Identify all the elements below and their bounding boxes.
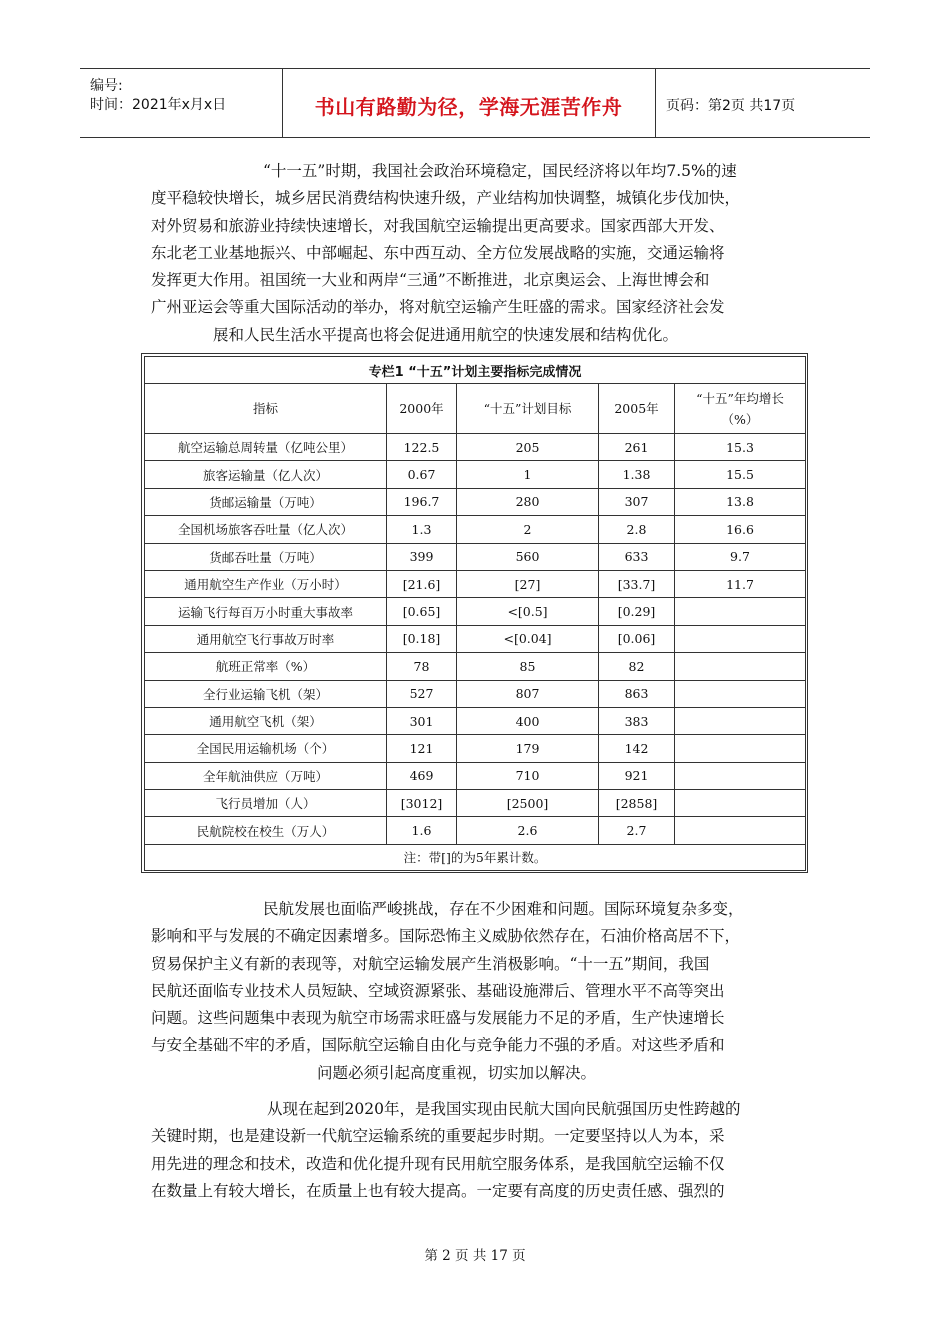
text-line: 贸易保护主义有新的表现等，对航空运输发展产生消极影响。“十一五”期间，我国 (151, 954, 710, 973)
value-growth: 11.7 (675, 570, 806, 597)
indicator-name: 民航院校在校生（万人） (145, 817, 387, 844)
value-2000: 121 (387, 735, 457, 762)
value-target: 710 (457, 762, 599, 789)
table-row (145, 762, 806, 789)
indicator-name: 航空运输总周转量（亿吨公里） (145, 434, 387, 461)
header-growth-unit: （%） (721, 411, 759, 427)
value-2005: 633 (599, 543, 675, 570)
header-2000: 2000年 (387, 384, 457, 434)
indicator-name: 货邮运输量（万吨） (145, 488, 387, 515)
table-row (145, 680, 806, 707)
value-2005: [0.29] (599, 598, 675, 625)
value-2000: 0.67 (387, 461, 457, 488)
table-row (145, 434, 806, 461)
text-line: 在数量上有较大增长，在质量上也有较大提高。一定要有高度的历史责任感、强烈的 (151, 1181, 725, 1200)
value-growth (675, 762, 806, 789)
value-2005: 383 (599, 707, 675, 734)
indicator-name: 通用航空飞机（架） (145, 707, 387, 734)
table-row (145, 488, 806, 515)
value-target: [2500] (457, 790, 599, 817)
header-target: “十五”计划目标 (457, 384, 599, 434)
indicator-table (144, 356, 806, 871)
value-2005: [2858] (599, 790, 675, 817)
table-row (145, 653, 806, 680)
value-target: 560 (457, 543, 599, 570)
value-target: [27] (457, 570, 599, 597)
value-2000: 301 (387, 707, 457, 734)
value-growth: 15.5 (675, 461, 806, 488)
value-2005: 82 (599, 653, 675, 680)
value-2005: 921 (599, 762, 675, 789)
indicator-name: 飞行员增加（人） (145, 790, 387, 817)
page-header (80, 68, 870, 138)
text-line: 发挥更大作用。祖国统一大业和两岸“三通”不断推进，北京奥运会、上海世博会和 (151, 271, 710, 290)
value-2000: [0.65] (387, 598, 457, 625)
value-target: <[0.04] (457, 625, 599, 652)
table-row (145, 598, 806, 625)
value-growth: 16.6 (675, 516, 806, 543)
value-target: <[0.5] (457, 598, 599, 625)
value-growth (675, 817, 806, 844)
indicator-name: 货邮吞吐量（万吨） (145, 543, 387, 570)
value-growth (675, 625, 806, 652)
text-line: 与安全基础不牢的矛盾，国际航空运输自由化与竞争能力不强的矛盾。对这些矛盾和 (151, 1036, 725, 1055)
indicator-name: 全行业运输飞机（架） (145, 680, 387, 707)
table-caption-row (145, 357, 806, 384)
value-target: 205 (457, 434, 599, 461)
value-2005: [0.06] (599, 625, 675, 652)
value-2005: 863 (599, 680, 675, 707)
value-growth: 13.8 (675, 488, 806, 515)
indicator-name: 全国机场旅客吞吐量（亿人次） (145, 516, 387, 543)
page-footer: 第 2 页 共 17 页 (424, 1248, 526, 1264)
table-row (145, 516, 806, 543)
header-2005: 2005年 (599, 384, 675, 434)
paragraph-2 (151, 896, 811, 1087)
table-note: 注：带[]的为5年累计数。 (145, 844, 806, 870)
value-target: 2.6 (457, 817, 599, 844)
value-2000: 196.7 (387, 488, 457, 515)
table-row (145, 817, 806, 844)
text-line: 民航还面临专业技术人员短缺、空域资源紧张、基础设施滞后、管理水平不高等突出 (151, 981, 725, 1000)
page-label: 页码：第2页 共17页 (666, 98, 796, 114)
indicator-name: 通用航空生产作业（万小时） (145, 570, 387, 597)
value-2000: 1.6 (387, 817, 457, 844)
value-growth: 15.3 (675, 434, 806, 461)
text-line: 广州亚运会等重大国际活动的举办，将对航空运输产生旺盛的需求。国家经济社会发 (151, 298, 725, 317)
header-indicator: 指标 (145, 384, 387, 434)
text-line: 关键时期，也是建设新一代航空运输系统的重要起步时期。一定要坚持以人为本，采 (151, 1127, 725, 1146)
value-target: 400 (457, 707, 599, 734)
text-line: 用先进的理念和技术，改造和优化提升现有民用航空服务体系，是我国航空运输不仅 (151, 1154, 725, 1173)
header-motto-cell (282, 69, 656, 137)
text-line: 问题。这些问题集中表现为航空市场需求旺盛与发展能力不足的矛盾，生产快速增长 (151, 1009, 725, 1028)
value-2000: [21.6] (387, 570, 457, 597)
table-row (145, 461, 806, 488)
value-2005: 2.7 (599, 817, 675, 844)
indicator-name: 全国民用运输机场（个） (145, 735, 387, 762)
value-2005: 307 (599, 488, 675, 515)
paragraph-1 (151, 158, 811, 349)
date-label: 时间：2021年x月x日 (90, 97, 227, 113)
text-line: 影响和平与发展的不确定因素增多。国际恐怖主义威胁依然存在，石油价格高居不下， (151, 927, 741, 946)
value-2000: 469 (387, 762, 457, 789)
number-label: 编号: (90, 78, 123, 94)
indicator-name: 全年航油供应（万吨） (145, 762, 387, 789)
value-2000: [3012] (387, 790, 457, 817)
value-target: 179 (457, 735, 599, 762)
value-growth (675, 707, 806, 734)
table-caption: 专栏1 “十五”计划主要指标完成情况 (145, 357, 806, 384)
value-target: 807 (457, 680, 599, 707)
text-line: 问题必须引起高度重视，切实加以解决。 (317, 1063, 597, 1082)
indicator-name: 通用航空飞行事故万时率 (145, 625, 387, 652)
value-2005: 142 (599, 735, 675, 762)
value-target: 1 (457, 461, 599, 488)
table-row (145, 707, 806, 734)
value-growth (675, 653, 806, 680)
value-2000: 1.3 (387, 516, 457, 543)
table-row (145, 790, 806, 817)
header-meta (80, 69, 283, 137)
value-growth (675, 680, 806, 707)
text-line: 对外贸易和旅游业持续快速增长，对我国航空运输提出更高要求。国家西部大开发、 (151, 216, 725, 235)
table-note-row (145, 844, 806, 870)
indicator-name: 运输飞行每百万小时重大事故率 (145, 598, 387, 625)
table-row (145, 735, 806, 762)
value-2005: [33.7] (599, 570, 675, 597)
value-growth (675, 735, 806, 762)
table-row (145, 625, 806, 652)
value-target: 280 (457, 488, 599, 515)
value-2000: [0.18] (387, 625, 457, 652)
header-growth-title: “十五”年均增长 (696, 390, 784, 406)
text-line: “十一五”时期，我国社会政治环境稳定，国民经济将以年均7.5%的速 (263, 162, 737, 180)
table-row (145, 570, 806, 597)
value-growth (675, 598, 806, 625)
header-page-cell (655, 69, 870, 137)
value-target: 2 (457, 516, 599, 543)
header-growth (675, 384, 806, 434)
paragraph-3 (151, 1096, 811, 1205)
value-2000: 399 (387, 543, 457, 570)
indicator-name: 旅客运输量（亿人次） (145, 461, 387, 488)
value-2000: 78 (387, 653, 457, 680)
value-growth (675, 790, 806, 817)
value-2005: 261 (599, 434, 675, 461)
value-target: 85 (457, 653, 599, 680)
text-line: 展和人民生活水平提高也将会促进通用航空的快速发展和结构优化。 (213, 325, 679, 344)
value-2005: 2.8 (599, 516, 675, 543)
value-2000: 527 (387, 680, 457, 707)
indicator-name: 航班正常率（%） (145, 653, 387, 680)
text-line: 民航发展也面临严峻挑战，存在不少困难和问题。国际环境复杂多变， (263, 900, 744, 918)
table-row (145, 543, 806, 570)
motto: 书山有路勤为径，学海无涯苦作舟 (314, 95, 623, 119)
value-2005: 1.38 (599, 461, 675, 488)
value-2000: 122.5 (387, 434, 457, 461)
text-line: 东北老工业基地振兴、中部崛起、东中西互动、全方位发展战略的实施，交通运输将 (151, 243, 725, 262)
table-header-row (145, 384, 806, 434)
text-line: 从现在起到2020年，是我国实现由民航大国向民航强国历史性跨越的 (267, 1100, 741, 1118)
text-line: 度平稳较快增长，城乡居民消费结构快速升级，产业结构加快调整，城镇化步伐加快， (151, 189, 741, 208)
value-growth: 9.7 (675, 543, 806, 570)
